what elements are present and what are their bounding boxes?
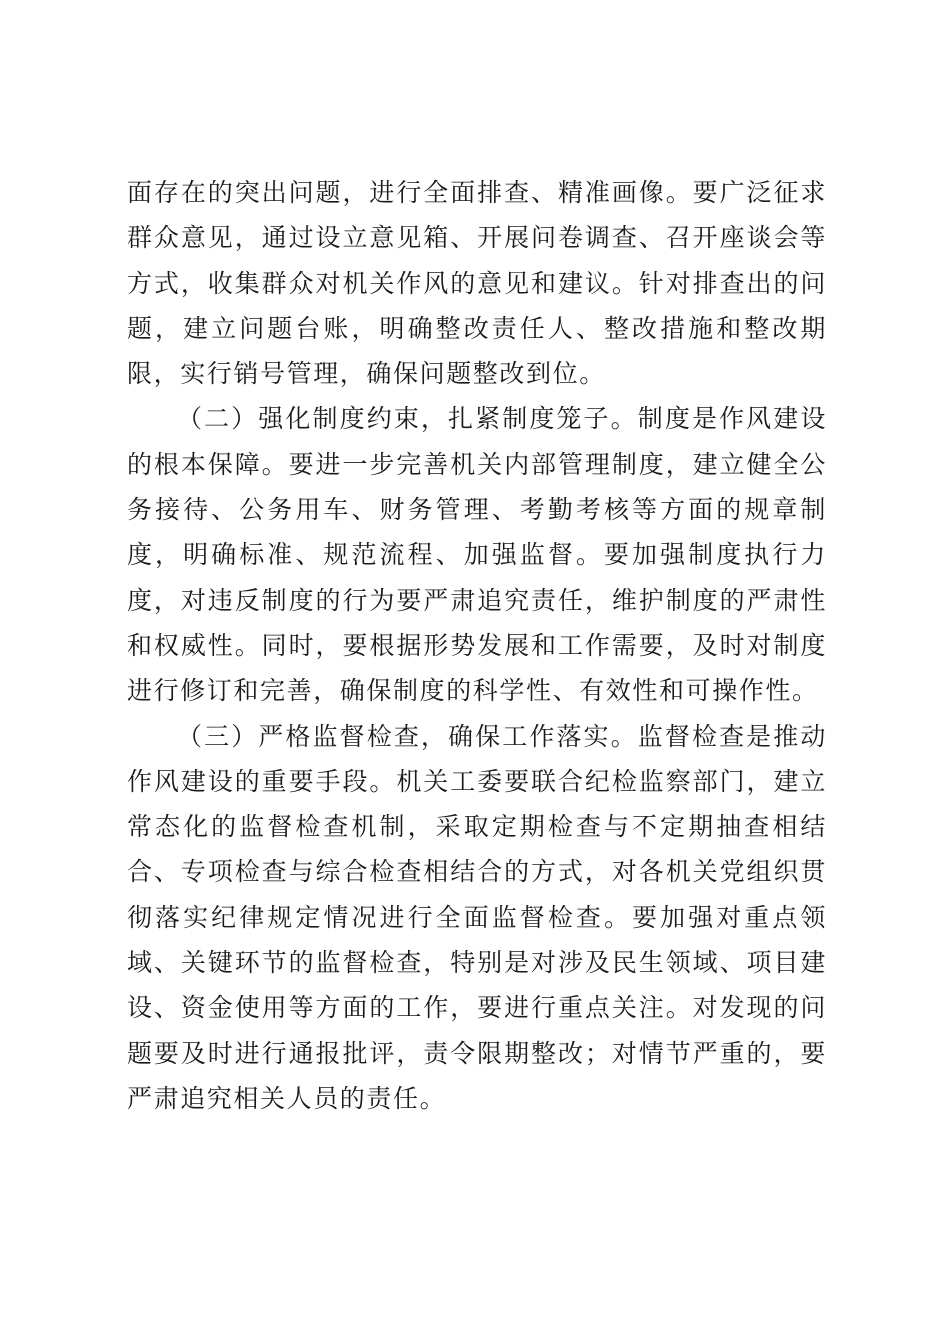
paragraph-section-3: （三）严格监督检查，确保工作落实。监督检查是推动作风建设的重要手段。机关工委要联合纪检监察部门，建立常态化的监督检查机制，采取定期检查与不定期抽查相结合、专项检查与综合检查相结合的方式，对各机关党组织贯彻落实纪律规定情况进行全面监督检查。要加强对重点领域、关键环节的监督检查，特别是对涉及民生领域、项目建设、资金使用等方面的工作，要进行重点关注。对发现的问题要及时进行通报批评，责令限期整改；对情节严重的，要严肃追究相关人员的责任。: [127, 721, 827, 1113]
paragraph-continuation: 面存在的突出问题，进行全面排查、精准画像。要广泛征求群众意见，通过设立意见箱、开展问卷调查、召开座谈会等方式，收集群众对机关作风的意见和建议。针对排查出的问题，建立问题台账，明确整改责任人、整改措施和整改期限，实行销号管理，确保问题整改到位。: [127, 178, 827, 389]
paragraph-section-2: （二）强化制度约束，扎紧制度笼子。制度是作风建设的根本保障。要进一步完善机关内部管理制度，建立健全公务接待、公务用车、财务管理、考勤考核等方面的规章制度，明确标准、规范流程、加强监督。要加强制度执行力度，对违反制度的行为要严肃追究责任，维护制度的严肃性和权威性。同时，要根据形势发展和工作需要，及时对制度进行修订和完善，确保制度的科学性、有效性和可操作性。: [127, 404, 827, 706]
document-body: [127, 170, 827, 1121]
